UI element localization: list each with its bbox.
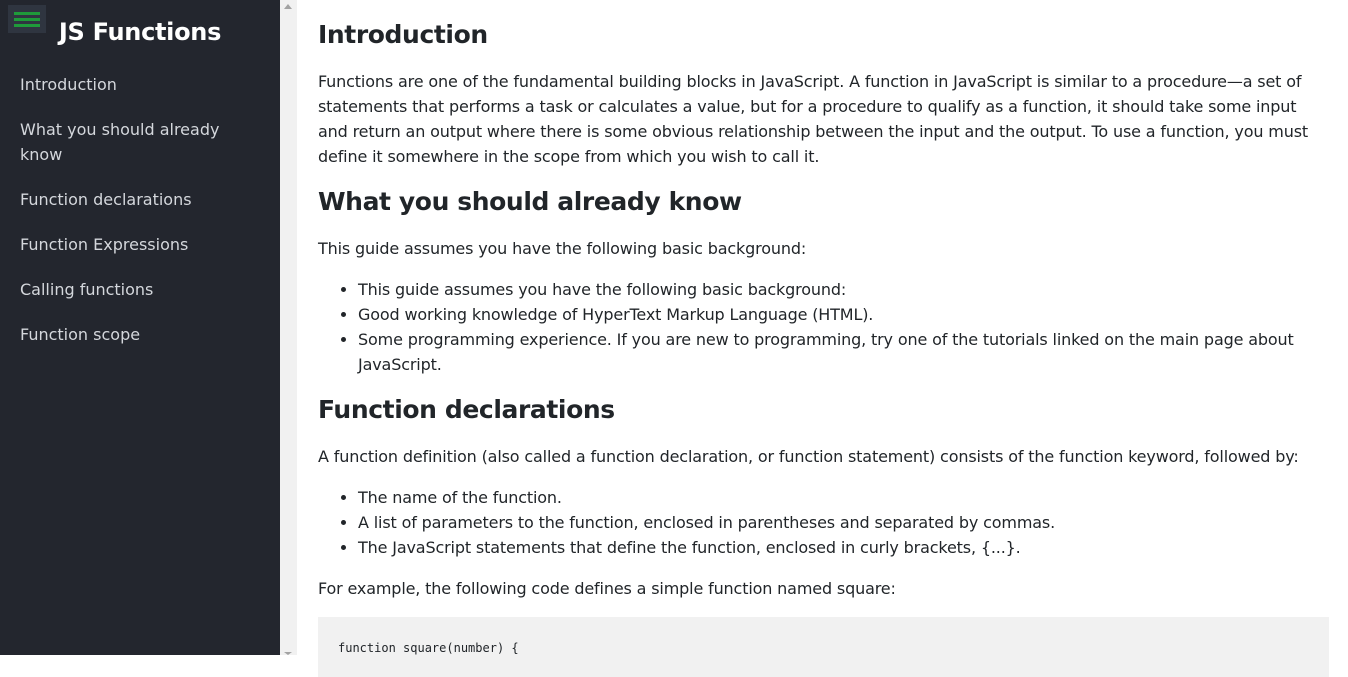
section-heading-introduction: Introduction [318,20,488,49]
code-line: function square(number) { [338,641,519,655]
section-heading-what-you-should-know: What you should already know [318,187,742,216]
nav-item-calling-functions[interactable]: Calling functions [20,280,154,299]
list-item: • The JavaScript statements that define the function, enclosed in curly brackets, {...}. [358,535,1330,560]
sidebar-title: JS Functions [58,18,222,46]
code-block [318,617,1329,677]
section-heading-function-declarations: Function declarations [318,395,615,424]
intro-paragraph: Functions are one of the fundamental building blocks in JavaScript. A function in JavaScript is similar to a procedure—a set of statements that performs a task or calculates a value, but for a procedure to qualify as a function, it should take some input and return an output where there is some obvious relationship between the input and the output. To use a function, you must define it somewhere in the scope from which you wish to call it. [318,72,1309,166]
declarations-list [318,485,1330,560]
example-paragraph: For example, the following code defines a simple function named square: [318,579,896,598]
list-item: • A list of parameters to the function, enclosed in parentheses and separated by commas. [358,510,1330,535]
nav-item-function-expressions[interactable]: Function Expressions [20,235,189,254]
scroll-up-arrow-icon[interactable] [284,4,292,9]
nav-item-what-you-should-know[interactable]: What you should already know [20,120,220,164]
list-item: • Good working knowledge of HyperText Markup Language (HTML). [358,302,1330,327]
list-item: • Some programming experience. If you are new to programming, try one of the tutorials linked on the main page about JavaScript. [358,327,1330,377]
declarations-paragraph: A function definition (also called a function declaration, or function statement) consists of the function keyword, followed by: [318,447,1299,466]
nav-item-function-scope[interactable]: Function scope [20,325,141,344]
nav-item-introduction[interactable]: Introduction [20,75,117,94]
scrollbar[interactable] [280,0,297,655]
know-paragraph: This guide assumes you have the following basic background: [318,239,807,258]
menu-bar [14,12,40,15]
know-list [318,277,1330,377]
nav-list [20,72,260,367]
list-item: • The name of the function. [358,485,1330,510]
nav-item-function-declarations[interactable]: Function declarations [20,190,192,209]
sidebar [0,0,280,655]
list-item: • This guide assumes you have the following basic background: [358,277,1330,302]
